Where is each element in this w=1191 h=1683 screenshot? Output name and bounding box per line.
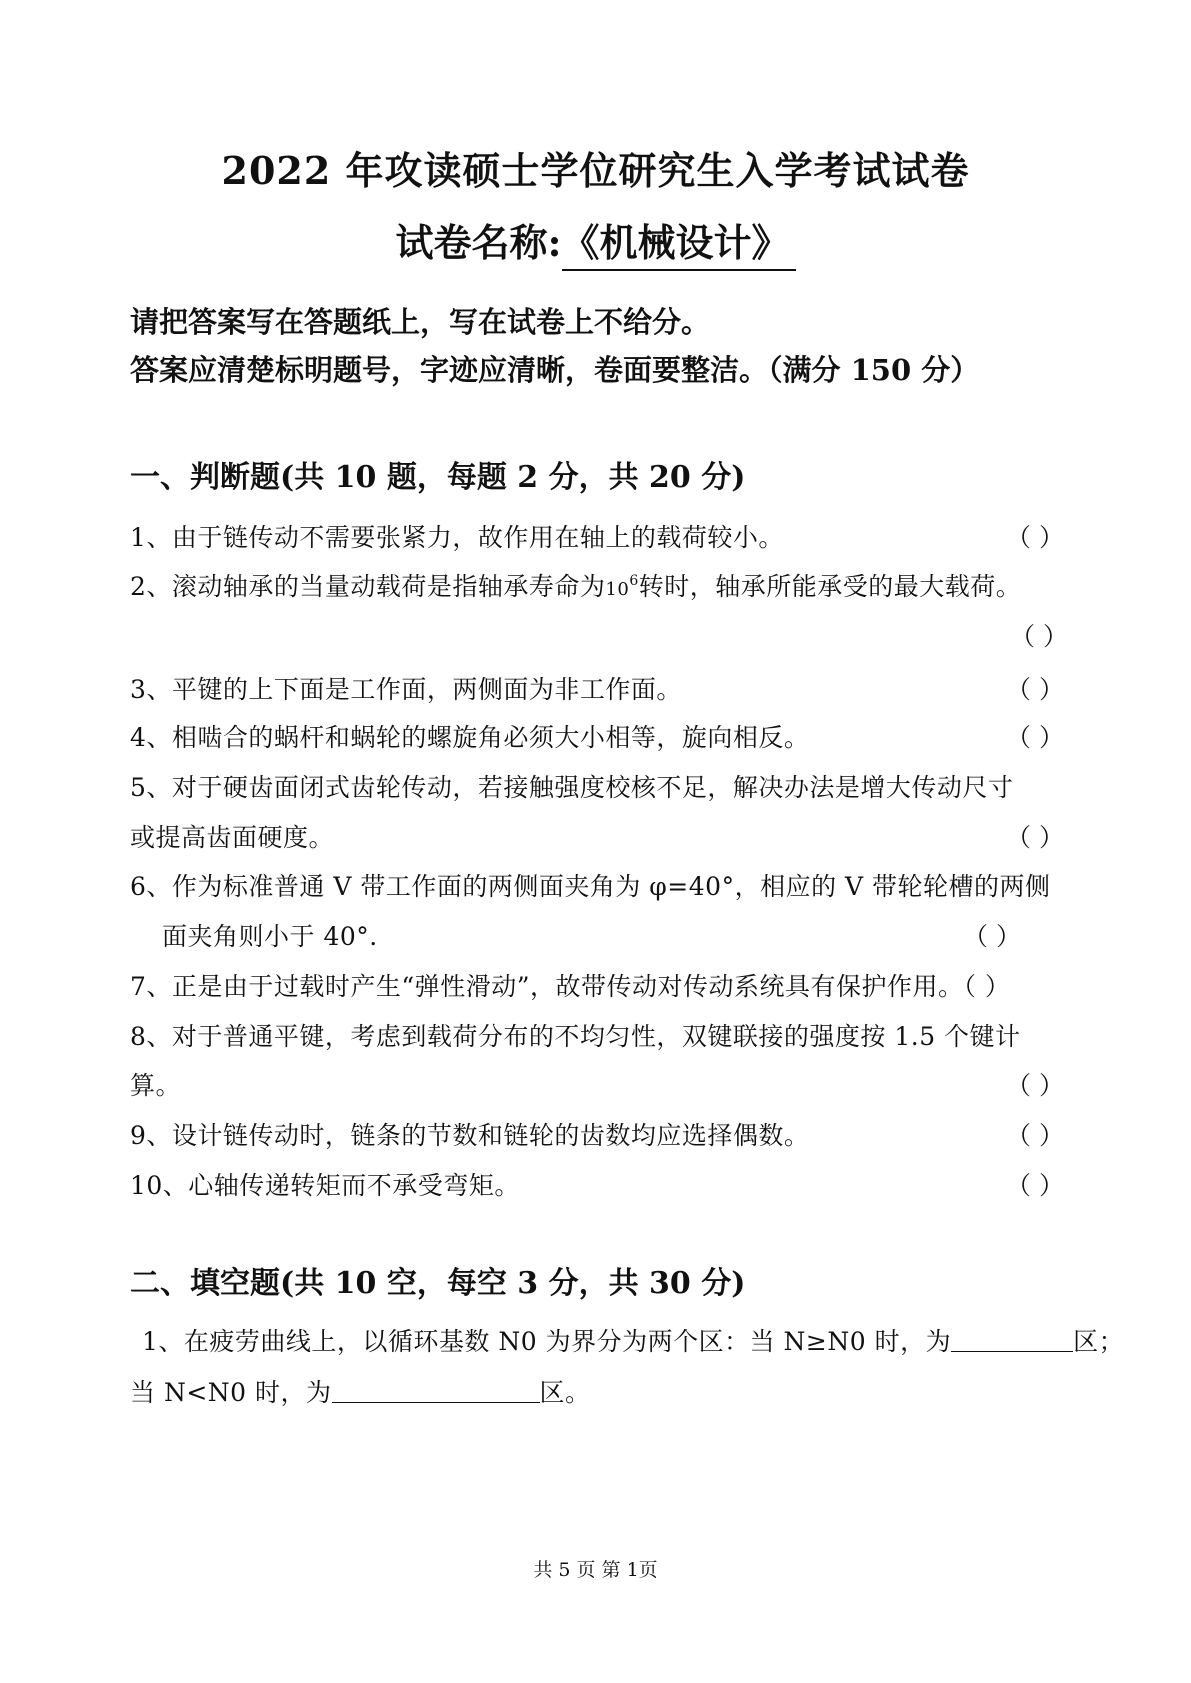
fill-question-1-line-1 [142,1322,1124,1358]
section-1-heading: 一、判断题(共 10 题，每题 2 分，共 20 分) [130,460,746,495]
question-6-line-2: 面夹角则小于 40°. [162,922,378,951]
answer-bracket-3: （ ） [1006,675,1064,704]
question-6-line-1: 6、作为标准普通 V 带工作面的两侧面夹角为 φ=40°，相应的 V 带轮轮槽的两侧 [130,872,1051,901]
answer-bracket-10: （ ） [1006,1171,1064,1200]
instruction-1: 请把答案写在答题纸上，写在试卷上不给分。 [130,305,711,339]
paper-name: 《机械设计》 [562,220,796,271]
page-footer: 共 5 页 第 1页 [533,1559,658,1581]
question-8-line-2: 算。 [130,1071,182,1100]
question-5-line-2: 或提高齿面硬度。 [130,823,335,852]
question-2 [130,567,1021,603]
answer-bracket-1: （ ） [1006,523,1064,552]
answer-bracket-8: （ ） [1006,1071,1064,1100]
section-2-heading: 二、填空题(共 10 空，每空 3 分，共 30 分) [130,1266,746,1301]
paper-name-line [0,212,1191,267]
question-4: 4、相啮合的蜗杆和蜗轮的螺旋角必须大小相等，旋向相反。 [130,723,810,752]
answer-bracket-6: （ ） [963,922,1021,951]
fill-question-1-line-2 [130,1373,591,1409]
question-2-power-base: 10 [605,579,630,600]
paper-label: 试卷名称: [395,220,562,265]
question-2-text-a: 2、滚动轴承的当量动载荷是指轴承寿命为 [130,572,606,601]
answer-blank-1 [951,1329,1073,1352]
question-7: 7、正是由于过载时产生“弹性滑动”，故带传动对传动系统具有保护作用。（ ） [130,972,1011,1001]
answer-bracket-9: （ ） [1006,1121,1064,1150]
question-5-line-1: 5、对于硬齿面闭式齿轮传动，若接触强度校核不足，解决办法是增大传动尺寸 [130,773,1014,802]
answer-bracket-5: （ ） [1006,823,1064,852]
question-9: 9、设计链传动时，链条的节数和链轮的齿数均应选择偶数。 [130,1121,810,1150]
question-2-text-b: 转时，轴承所能承受的最大载荷。 [638,572,1022,601]
question-1: 1、由于链传动不需要张紧力，故作用在轴上的载荷较小。 [130,523,784,552]
question-8-line-1: 8、对于普通平键，考虑到载荷分布的不均匀性，双键联接的强度按 1.5 个键计 [130,1022,1021,1051]
answer-bracket-2: （ ） [1010,622,1068,651]
answer-blank-2 [332,1380,540,1403]
fill-question-1-text-c: 当 N<N0 时，为 [130,1378,332,1407]
question-10: 10、心轴传递转矩而不承受弯矩。 [130,1171,520,1200]
question-3: 3、平键的上下面是工作面，两侧面为非工作面。 [130,675,682,704]
question-2-power-exp: 6 [629,573,639,589]
fill-question-1-text-d: 区。 [539,1378,591,1407]
instruction-2: 答案应清楚标明题号，字迹应清晰，卷面要整洁。（满分 150 分） [130,353,980,387]
fill-question-1-text-b: 区； [1073,1327,1125,1356]
answer-bracket-4: （ ） [1006,723,1064,752]
fill-question-1-text-a: 1、在疲劳曲线上，以循环基数 N0 为界分为两个区：当 N≥N0 时，为 [142,1327,952,1356]
exam-title: 2022 年攻读硕士学位研究生入学考试试卷 [221,148,970,193]
